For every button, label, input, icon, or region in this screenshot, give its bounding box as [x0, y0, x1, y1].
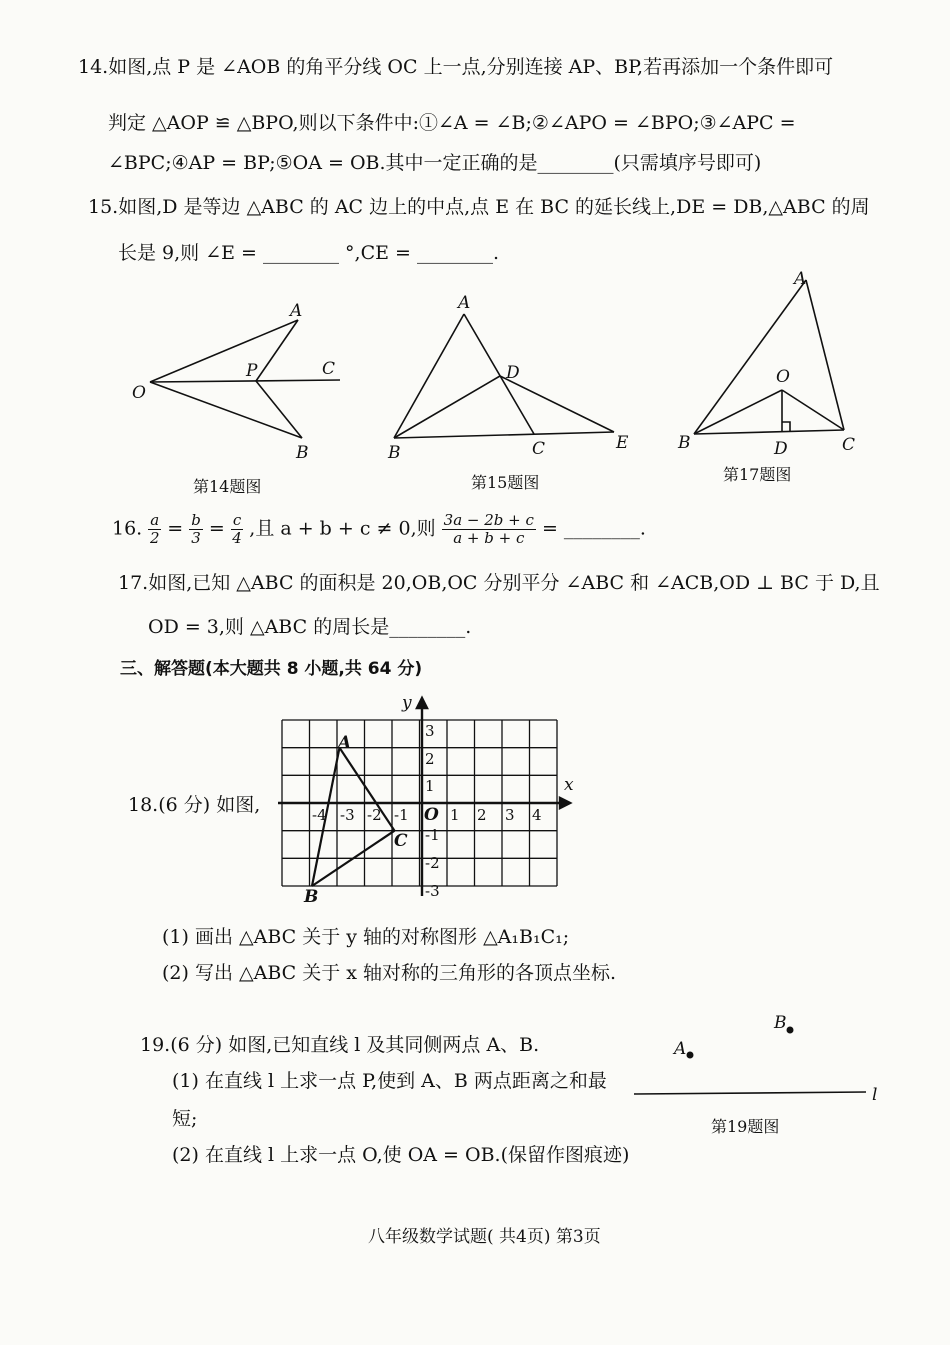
q19-sub2: (2) 在直线 l 上求一点 O,使 OA = OB.(保留作图痕迹) [172, 1144, 630, 1166]
x-tick-label: 4 [532, 806, 542, 824]
label-o: O [776, 367, 790, 387]
label-a: A [458, 293, 471, 313]
x-tick-label: 1 [450, 806, 460, 824]
y-tick-label: 3 [425, 722, 435, 740]
label-c: C [842, 435, 856, 455]
q17-line1: 17.如图,已知 △ABC 的面积是 20,OB,OC 分别平分 ∠ABC 和 ∠ACB,OD ⊥ BC 于 D,且 [118, 572, 880, 594]
x-axis-arrow [560, 798, 570, 808]
x-tick-label: -3 [340, 806, 355, 824]
side-ab [694, 280, 806, 434]
fraction-expression [442, 512, 536, 547]
section-3-title: 三、解答题(本大题共 8 小题,共 64 分) [120, 659, 423, 679]
q14-line2: 判定 △AOP ≌ △BPO,则以下条件中:①∠A = ∠B;②∠APO = ∠BPO;③∠APC = [108, 112, 796, 134]
frac-num: a [150, 511, 160, 529]
line-l-label: l [872, 1085, 878, 1105]
q18-sub1: (1) 画出 △ABC 关于 y 轴的对称图形 △A₁B₁C₁; [162, 926, 570, 948]
y-tick-label: -3 [425, 882, 440, 900]
q18-coordinate-grid [278, 690, 588, 910]
y-axis-arrow [417, 698, 427, 708]
line-l [634, 1092, 866, 1094]
figure-15 [380, 290, 640, 470]
frac-den: 4 [232, 529, 242, 547]
side-ac [806, 280, 844, 430]
label-a: A [290, 301, 303, 321]
fraction-b-over-3 [189, 512, 203, 547]
q19-line1: 19.(6 分) 如图,已知直线 l 及其同侧两点 A、B. [140, 1034, 540, 1056]
segment-ob [694, 390, 782, 434]
figure-17 [670, 262, 870, 462]
fraction-c-over-4 [231, 512, 243, 547]
point-c-label: C [394, 831, 408, 851]
x-tick-label: 2 [477, 806, 487, 824]
q17-line2: OD = 3,则 △ABC 的周长是________. [148, 616, 472, 638]
q16: 16. $\frac{a}{2}$ = $\frac{b}{3}$ = $\frac{c}{4}$ ,且 a + b + c ≠ 0,则 $\frac{3a - 2b + c}{a + b + c}$ = ________. [112, 511, 646, 547]
x-tick-label: -4 [312, 806, 327, 824]
q14-line3: ∠BPC;④AP = BP;⑤OA = OB.其中一定正确的是________(只需填序号即可) [108, 152, 762, 174]
y-tick-label: -1 [425, 826, 440, 844]
frac-num: b [191, 511, 201, 529]
label-c: C [322, 359, 336, 379]
x-axis-label: x [564, 775, 574, 795]
label-o: O [132, 383, 146, 403]
point-b-dot [787, 1027, 794, 1034]
fig15-caption: 第15题图 [471, 473, 540, 492]
side-be [394, 432, 614, 438]
q15-line2: 长是 9,则 ∠E = ________ °,CE = ________. [118, 242, 500, 264]
point-a-label: A [674, 1039, 687, 1059]
point-a-label: A [338, 733, 352, 753]
q18-label: 18.(6 分) 如图, [128, 794, 261, 816]
y-tick-label: -2 [425, 854, 440, 872]
label-b: B [296, 443, 309, 463]
label-e: E [616, 433, 629, 453]
label-c: C [532, 439, 546, 459]
label-a: A [794, 269, 807, 289]
y-tick-label: 1 [425, 777, 435, 795]
side-ac [464, 314, 534, 434]
page-footer: 八年级数学试题( 共4页) 第3页 [368, 1227, 601, 1247]
label-b: B [388, 443, 401, 463]
q15-line1: 15.如图,D 是等边 △ABC 的 AC 边上的中点,点 E 在 BC 的延长线上,DE = DB,△ABC 的周 [88, 196, 870, 218]
fig17-caption: 第17题图 [723, 465, 792, 484]
point-a-dot [687, 1052, 694, 1059]
y-tick-label: 2 [425, 750, 435, 768]
frac-num: c [232, 511, 242, 529]
segment-bd [394, 376, 500, 438]
fig14-caption: 第14题图 [193, 477, 262, 496]
figure-14 [120, 290, 350, 470]
side-bc [694, 430, 844, 434]
frac-num: 3a − 2b + c [443, 511, 534, 529]
fig19-caption: 第19题图 [711, 1117, 780, 1136]
frac-den: 3 [191, 529, 201, 547]
q14-line1: 14.如图,点 P 是 ∠AOB 的角平分线 OC 上一点,分别连接 AP、BP,若再添加一个条件即可 [78, 56, 834, 78]
q19-sub1a: (1) 在直线 l 上求一点 P,使到 A、B 两点距离之和最 [172, 1070, 607, 1092]
fraction-a-over-2 [148, 512, 161, 547]
frac-den: a + b + c [453, 529, 525, 547]
bisector-oc [150, 380, 340, 382]
q16-middle: ,且 a + b + c ≠ 0,则 [249, 517, 436, 540]
label-b: B [678, 433, 691, 453]
x-tick-label: 3 [505, 806, 515, 824]
origin-label: O [424, 805, 439, 825]
figure-19 [630, 1010, 890, 1110]
label-d: D [774, 439, 788, 459]
q18-sub2: (2) 写出 △ABC 关于 x 轴对称的三角形的各顶点坐标. [162, 962, 617, 984]
q16-prefix: 16. [112, 517, 143, 540]
point-b-label: B [774, 1013, 787, 1033]
x-tick-label: -2 [367, 806, 382, 824]
x-tick-label: -1 [394, 806, 409, 824]
point-b-label: B [304, 887, 319, 907]
right-angle-mark [782, 422, 790, 432]
frac-den: 2 [149, 529, 160, 547]
q16-suffix: = ________. [541, 517, 646, 540]
side-ab [394, 314, 464, 438]
label-p: P [246, 361, 258, 381]
q19-sub1b: 短; [172, 1108, 198, 1130]
label-d: D [506, 363, 520, 383]
y-axis-label: y [402, 693, 412, 713]
